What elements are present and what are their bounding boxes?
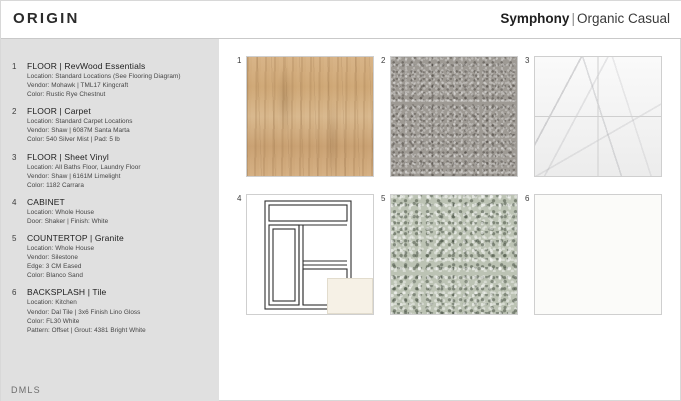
spec-detail: Location: All Baths Floor, Laundry Floor [27, 163, 141, 171]
spec-detail: Door: Shaker | Finish: White [27, 217, 109, 225]
spec-detail: Location: Kitchen [27, 299, 77, 307]
list-item [1, 197, 219, 226]
spec-detail: Edge: 3 CM Eased [27, 263, 82, 271]
spec-detail: Vendor: Silestone [27, 254, 78, 262]
granite-countertop-swatch [390, 194, 518, 315]
footer-logo: DMLS [11, 385, 41, 395]
spec-number: 4 [12, 197, 17, 207]
swatch-number: 1 [237, 56, 242, 65]
spec-number: 3 [12, 152, 17, 162]
collection-title [500, 11, 670, 26]
spec-title: FLOOR | RevWood Essentials [27, 61, 146, 71]
swatch-number: 2 [381, 56, 386, 65]
list-item [1, 106, 219, 144]
swatch-cell [381, 56, 518, 177]
spec-number: 1 [12, 62, 17, 71]
spec-title: FLOOR | Carpet [27, 106, 91, 117]
swatch-number: 4 [237, 194, 242, 203]
spec-detail: Location: Whole House [27, 245, 95, 253]
wood-plank-swatch [246, 56, 374, 177]
specification-list [1, 61, 219, 342]
list-item [1, 287, 219, 334]
specification-sidebar [1, 39, 219, 401]
cabinet-elevation-swatch [246, 194, 374, 315]
spec-detail: Color: Rustic Rye Chestnut [27, 91, 106, 99]
title-separator: | [571, 11, 575, 26]
spec-title: CABINET [27, 196, 65, 207]
spec-detail: Location: Standard Locations (See Flooring Diagram) [27, 73, 181, 80]
list-item [1, 152, 219, 190]
swatch-grid [238, 56, 670, 356]
collection-name: Symphony [500, 11, 570, 26]
swatch-number: 5 [381, 194, 386, 203]
spec-detail: Color: 540 Silver Mist | Pad: 5 lb [27, 136, 120, 144]
spec-number: 2 [12, 107, 17, 117]
spec-detail: Color: 1182 Carrara [27, 181, 84, 189]
backsplash-tile-swatch [534, 194, 662, 315]
list-item [1, 233, 219, 280]
spec-title: FLOOR | Sheet Vinyl [27, 151, 109, 162]
sheet-vinyl-marble-swatch [534, 56, 662, 177]
spec-detail: Location: Standard Carpet Locations [27, 118, 133, 126]
swatch-number: 6 [525, 194, 530, 203]
list-item [1, 61, 219, 99]
brand-logo: ORIGIN [13, 10, 80, 27]
spec-detail: Vendor: Dal Tile | 3x6 Finish Lino Gloss [27, 308, 141, 316]
swatch-number: 3 [525, 56, 530, 65]
spec-detail: Pattern: Offset | Grout: 4381 Bright White [27, 326, 146, 334]
spec-detail: Color: FL30 White [27, 317, 80, 325]
swatch-cell [525, 56, 662, 177]
page-header [1, 1, 681, 39]
spec-title: BACKSPLASH | Tile [27, 287, 107, 298]
spec-detail: Color: Blanco Sand [27, 272, 83, 280]
swatch-cell [237, 56, 374, 177]
spec-detail: Vendor: Mohawk | TML17 Kingcraft [27, 82, 129, 90]
spec-detail: Vendor: Shaw | 6087M Santa Marta [27, 127, 130, 135]
spec-detail: Location: Whole House [27, 208, 95, 216]
swatch-cell [381, 194, 518, 315]
swatch-cell [237, 194, 374, 315]
spec-number: 6 [12, 288, 17, 298]
style-name: Organic Casual [576, 11, 670, 26]
carpet-swatch [390, 56, 518, 177]
spec-detail: Vendor: Shaw | 6161M Limelight [27, 172, 121, 180]
swatch-cell [525, 194, 662, 315]
spec-number: 5 [12, 234, 17, 244]
cabinet-finish-chip [327, 278, 373, 314]
spec-title: COUNTERTOP | Granite [27, 233, 124, 244]
